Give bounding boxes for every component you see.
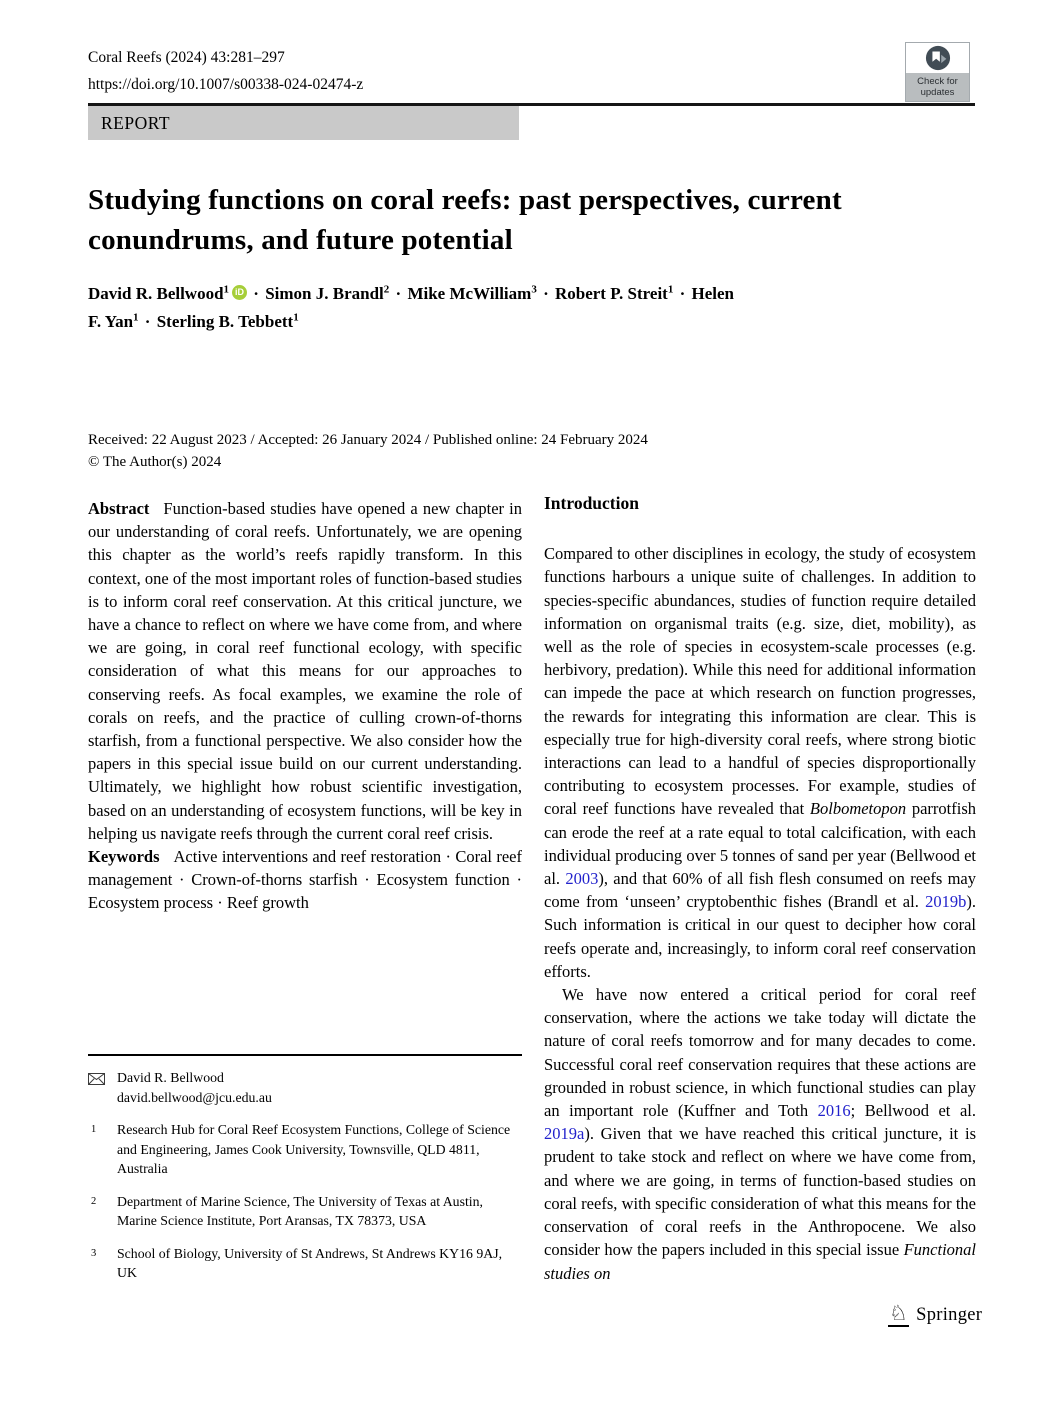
crossmark-label: Check for updates xyxy=(906,73,969,101)
affiliation: 2 Department of Marine Science, The University of Texas at Austin, Marine Science Institute, Port Aransas, TX 78373, USA xyxy=(91,1193,483,1228)
crossmark-icon xyxy=(906,43,969,73)
journal-header xyxy=(88,44,363,98)
abstract-text: Function-based studies have opened a new chapter in our understanding of coral reefs. Unfortunately, we are opening this chapter as the world’s reefs rapidly transform. In this context, one of the most important roles of function-based studies is to inform coral reef conservation. At this critical juncture, we have a chance to reflect on where we have come from, and where we are going, in coral reef functional ecology, with specific consideration of what this means for our approaches to conserving reefs. As focal examples, we examine the role of corals on reefs, and the practice of culling crown-of-thorns starfish, from a functional perspective. We also consider how the papers in this special issue build on our current understanding. Ultimately, we highlight how robust scientific investigation, based on an understanding of ecosystem functions, will be key in helping us navigate reefs through the current coral reef crisis. xyxy=(88,499,522,843)
journal-citation: Coral Reefs (2024) 43:281–297 xyxy=(88,49,285,66)
article-history xyxy=(88,429,648,473)
corresponding-author-name: David R. Bellwood xyxy=(117,1070,224,1085)
italic-text: Bolbometopon xyxy=(809,799,907,819)
copyright-line: © The Author(s) 2024 xyxy=(88,454,222,470)
body-text: ). Given that we have reached this critical juncture, it is prudent to take stock and reflect on where we have come from, and where we are going, in terms of function-based studies on coral reefs, with specific consideration of what this means for the conservation of coral reefs in the Anthropocene. We also consider how the papers included in this special issue xyxy=(544,1124,976,1260)
doi-text: https://doi.org/10.1007/s00338-024-02474-z xyxy=(88,76,364,93)
body-text: ). Such information is critical in our quest to decipher how coral reefs operate and, increasingly, to inform coral reef conservation efforts. xyxy=(544,892,976,981)
author: David R. Bellwood$^1$ iD xyxy=(88,284,247,303)
author: Sterling B. Tebbett$^1$ xyxy=(156,311,299,332)
right-column xyxy=(544,492,976,1285)
author: Helen F. Yan$^1$ xyxy=(88,283,734,332)
publisher-name: Springer xyxy=(916,1304,983,1325)
citation-link[interactable]: 2019b xyxy=(925,892,967,912)
orcid-icon[interactable]: iD xyxy=(232,285,247,300)
keywords xyxy=(88,845,522,915)
affiliation-list xyxy=(88,1120,522,1283)
abstract-label: Abstract xyxy=(88,499,150,518)
abstract xyxy=(88,497,522,845)
body-text: ), and that 60% of all fish flesh consumed on reefs may come from ‘unseen’ cryptobenthic fishes (Brandl et al. xyxy=(544,869,976,912)
author-separator: · xyxy=(391,283,406,303)
introduction-paragraph-1 xyxy=(544,542,976,983)
article-type-banner: REPORT xyxy=(88,106,519,140)
citation-link[interactable]: 2016 xyxy=(817,1101,851,1121)
author-line xyxy=(88,277,738,334)
introduction-paragraph-2 xyxy=(544,983,976,1285)
received-accepted-line: Received: 22 August 2023 / Accepted: 26 January 2024 / Published online: 24 February 2024 xyxy=(88,432,648,448)
footnote-block xyxy=(88,1054,522,1283)
body-text: Compared to other disciplines in ecology, the study of ecosystem functions harbours a unique suite of challenges. In addition to species-specific abundances, studies of function require detailed information on organismal traits (e.g. size, diet, mobility), as well as the role of species in ecosystem-scale processes (e.g. herbivory, predation). While this need for additional information can impede the pace at which research on function progresses, the rewards for integrating this information are clear. This is especially true for high-diversity coral reefs, where strong biotic interactions can lead to a handful of species disproportionally contributing to ecosystem processes. For example, studies of coral reef functions have revealed that xyxy=(544,544,976,819)
footnote-divider xyxy=(88,1054,522,1056)
affiliation: 3 School of Biology, University of St Andrews, St Andrews KY16 9AJ, UK xyxy=(91,1245,503,1280)
italic-text: Functional studies on xyxy=(544,1240,976,1283)
body-text: parrotfish can erode the reef at a rate equal to total calcification, with each individual producing over 5 tonnes of sand per year (Bellwood et al. xyxy=(544,799,976,889)
body-text: We have now entered a critical period for coral reef conservation, where the actions we take today will dictate the nature of coral reefs tomorrow and for many decades to come. Successful coral reef conservation requires that these actions are grounded in robust science, in which functional studies can play an important role (Kuffner and Toth xyxy=(544,985,976,1121)
author: Robert P. Streit$^1$ xyxy=(554,283,674,303)
body-text: ; Bellwood et al. xyxy=(850,1101,976,1121)
author-separator: · xyxy=(140,312,155,332)
corresponding-author-email[interactable]: david.bellwood@jcu.edu.au xyxy=(117,1089,272,1105)
publisher-logo xyxy=(888,1303,982,1327)
introduction-heading: Introduction xyxy=(544,493,639,513)
author: Mike McWilliam$^3$ xyxy=(407,283,537,303)
envelope-icon xyxy=(88,1071,105,1091)
page-title: Studying functions on coral reefs: past perspectives, current conundrums, and future potential xyxy=(88,184,842,256)
check-for-updates-badge[interactable] xyxy=(905,42,970,102)
citation-link[interactable]: 2003 xyxy=(565,869,599,889)
author-separator: · xyxy=(675,283,690,303)
author-separator: · xyxy=(249,283,264,303)
left-column xyxy=(88,497,522,915)
author-separator: · xyxy=(538,283,553,303)
citation-link[interactable]: 2019a xyxy=(544,1124,585,1144)
keywords-text: Active interventions and reef restoration · Coral reef management · Crown-of-thorns starfish · Ecosystem function · Ecosystem process · Reef growth xyxy=(88,847,522,913)
springer-knight-icon: ♘ xyxy=(889,1301,909,1325)
author: Simon J. Brandl$^2$ xyxy=(265,283,390,303)
correspondence xyxy=(88,1068,522,1107)
affiliation: 1 Research Hub for Coral Reef Ecosystem Functions, College of Science and Engineering, James Cook University, Townsville, QLD 4811, Australia xyxy=(91,1122,511,1176)
keywords-label: Keywords xyxy=(88,847,160,867)
